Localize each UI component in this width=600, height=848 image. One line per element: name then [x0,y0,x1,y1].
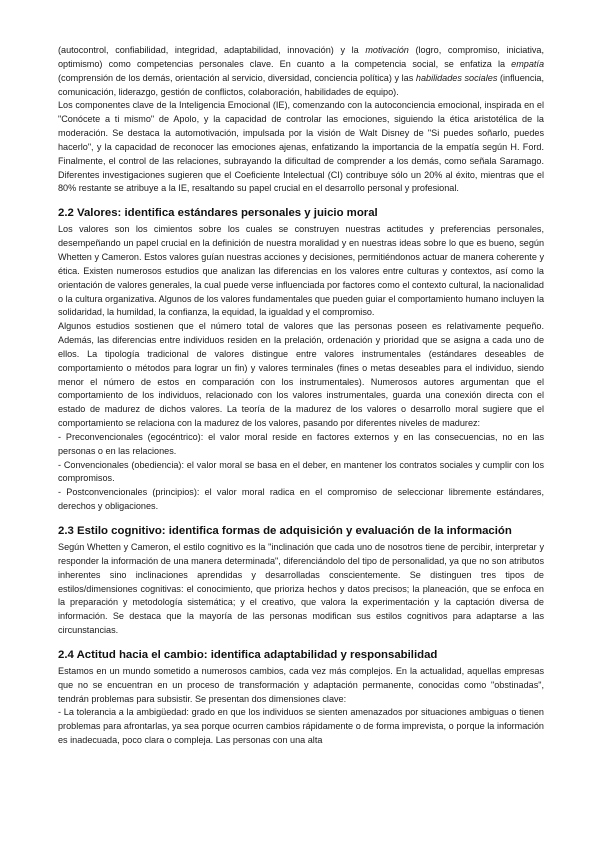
emphasis-motivacion: motivación [365,45,409,55]
emphasis-empatia: empatía [511,58,544,69]
section-heading-actitud-cambio: 2.4 Actitud hacia el cambio: identifica adaptabilidad y responsabilidad [58,648,438,661]
document-page [58,44,544,748]
paragraph-emotional-competencies: (autocontrol, confiabilidad, integridad, adaptabilidad, innovación) y la motivación (logro, compromiso, iniciativa, optimismo) como competencias personales clave. En cuanto a la competencia social, se enfatiza la empatía (comprensión de los demás, orientación al servicio, diversidad, conciencia política) y las habilidades sociales (influencia, comunicación, liderazgo, gestión de conflictos, colaboración, habilidades de equipo). [58,45,544,97]
paragraph-estilo-cognitivo: Según Whetten y Cameron, el estilo cognitivo es la "inclinación que cada uno de nosotros tiene de percibir, interpretar y responder la información de una manera determinada", diferenciándolo del tipo de personalidad, ya que no son atributos inherentes sino inclinaciones aprendidas y desarrolladas conscientemente. Se distinguen tres tipos de estilos/dimensiones cognitivas: el conocimiento, que prioriza hechos y datos precisos; la planeación, que se enfoca en la preparación y metodología sistemática; y el creativo, que valora la experimentación y la captación diversa de información. Se destaca que la mayoría de las personas modifican sus estilos cognitivos para adaptarse a las circunstancias. [58,542,544,636]
list-item: - Postconvencionales (principios): el valor moral radica en el compromiso de seleccionar libremente estándares, derechos y obligaciones. [58,487,544,512]
list-item: - Convencionales (obediencia): el valor moral se basa en el deber, en mantener los contratos sociales y cumplir con los compromisos. [58,459,544,484]
paragraph-ie-components: Los componentes clave de la Inteligencia Emocional (IE), comenzando con la autoconciencia emocional, inspirada en el "Conócete a ti mismo" de Apolo, y la capacidad de controlar las emociones, siguiendo la ética aristotélica de la moderación. Se destaca la automotivación, impulsada por la visión de Walt Disney de "Si puedes soñarlo, puedes hacerlo", y la capacidad de reconocer las emociones ajenas, enfatizando la importancia de la empatía según H. Ford. Finalmente, el control de las relaciones, subrayando la dificultad de comprender a los demás, como señala Saramago. Diferentes investigaciones sugieren que el Coeficiente Intelectual (CI) contribuye sólo un 20% al éxito, mientras que el 80% restante se atribuye a la IE, resaltando su papel crucial en el desarrollo personal y profesional. [58,100,544,194]
paragraph-valores-2: Algunos estudios sostienen que el número total de valores que las personas poseen es relativamente pequeño. Además, las diferencias entre individuos residen en la prelación, ordenación y prioridad que se asigna a cada uno de ellos. La tipología tradicional de valores distingue entre valores instrumentales (estándares deseables de comportamiento o métodos para lograr un fin) y valores terminales (fines o metas deseables para el individuo, siendo menor el número de estos en comparación con los instrumentales). Numerosos autores argumentan que el comportamiento de los individuos, relacionado con los valores instrumentales, guarda una conexión directa con el estado de madurez de dichos valores. La teoría de la madurez de los valores o desarrollo moral sugiere que el comportamiento se relaciona con la madurez de los valores, pasando por diferentes niveles de madurez: [58,321,544,429]
list-item: - Preconvencionales (egocéntrico): el valor moral reside en factores externos y en las consecuencias, no en las personas o en las relaciones. [58,431,544,456]
section-heading-estilo-cognitivo: 2.3 Estilo cognitivo: identifica formas de adquisición y evaluación de la información [58,525,512,537]
paragraph-valores-1: Los valores son los cimientos sobre los cuales se construyen nuestras actitudes y preferencias personales, desempeñando un papel crucial en la definición de nuestra moralidad y en nuestras ideas sobre lo que es bueno, según Whetten y Cameron. Estos valores guían nuestras acciones y decisiones, permitiéndonos actuar de manera coherente y ética. Existen numerosos estudios que analizan las diferencias en los valores entre culturas y contextos, así como la orientación de valores generales, la cual puede verse influenciada por factores como el contexto cultural, la nacionalidad o la cultura organizativa. Algunos de los valores fundamentales que pueden guiar el comportamiento humano incluyen la solidaridad, la humildad, la confianza, la equidad, la igualdad y el compromiso. [58,224,544,318]
emphasis-habilidades-sociales: habilidades sociales [415,72,498,83]
list-item: - La tolerancia a la ambigüedad: grado en que los individuos se sienten amenazados por situaciones ambiguas o tienen problemas para afrontarlas, ya sea porque ocurren cambios rápidamente o de forma imprevista, o porque la información es inadecuada, poco clara o compleja. Las personas con una alta [58,707,544,746]
paragraph-actitud-cambio: Estamos en un mundo sometido a numerosos cambios, cada vez más complejos. En la actualidad, aquellas empresas que no se encuentran en un proceso de transformación y adaptación permanente, conocidas como "obstinadas", tendrán problemas para subsistir. Se presentan dos dimensiones clave: [58,665,544,704]
section-heading-valores: 2.2 Valores: identifica estándares personales y juicio moral [58,207,378,220]
